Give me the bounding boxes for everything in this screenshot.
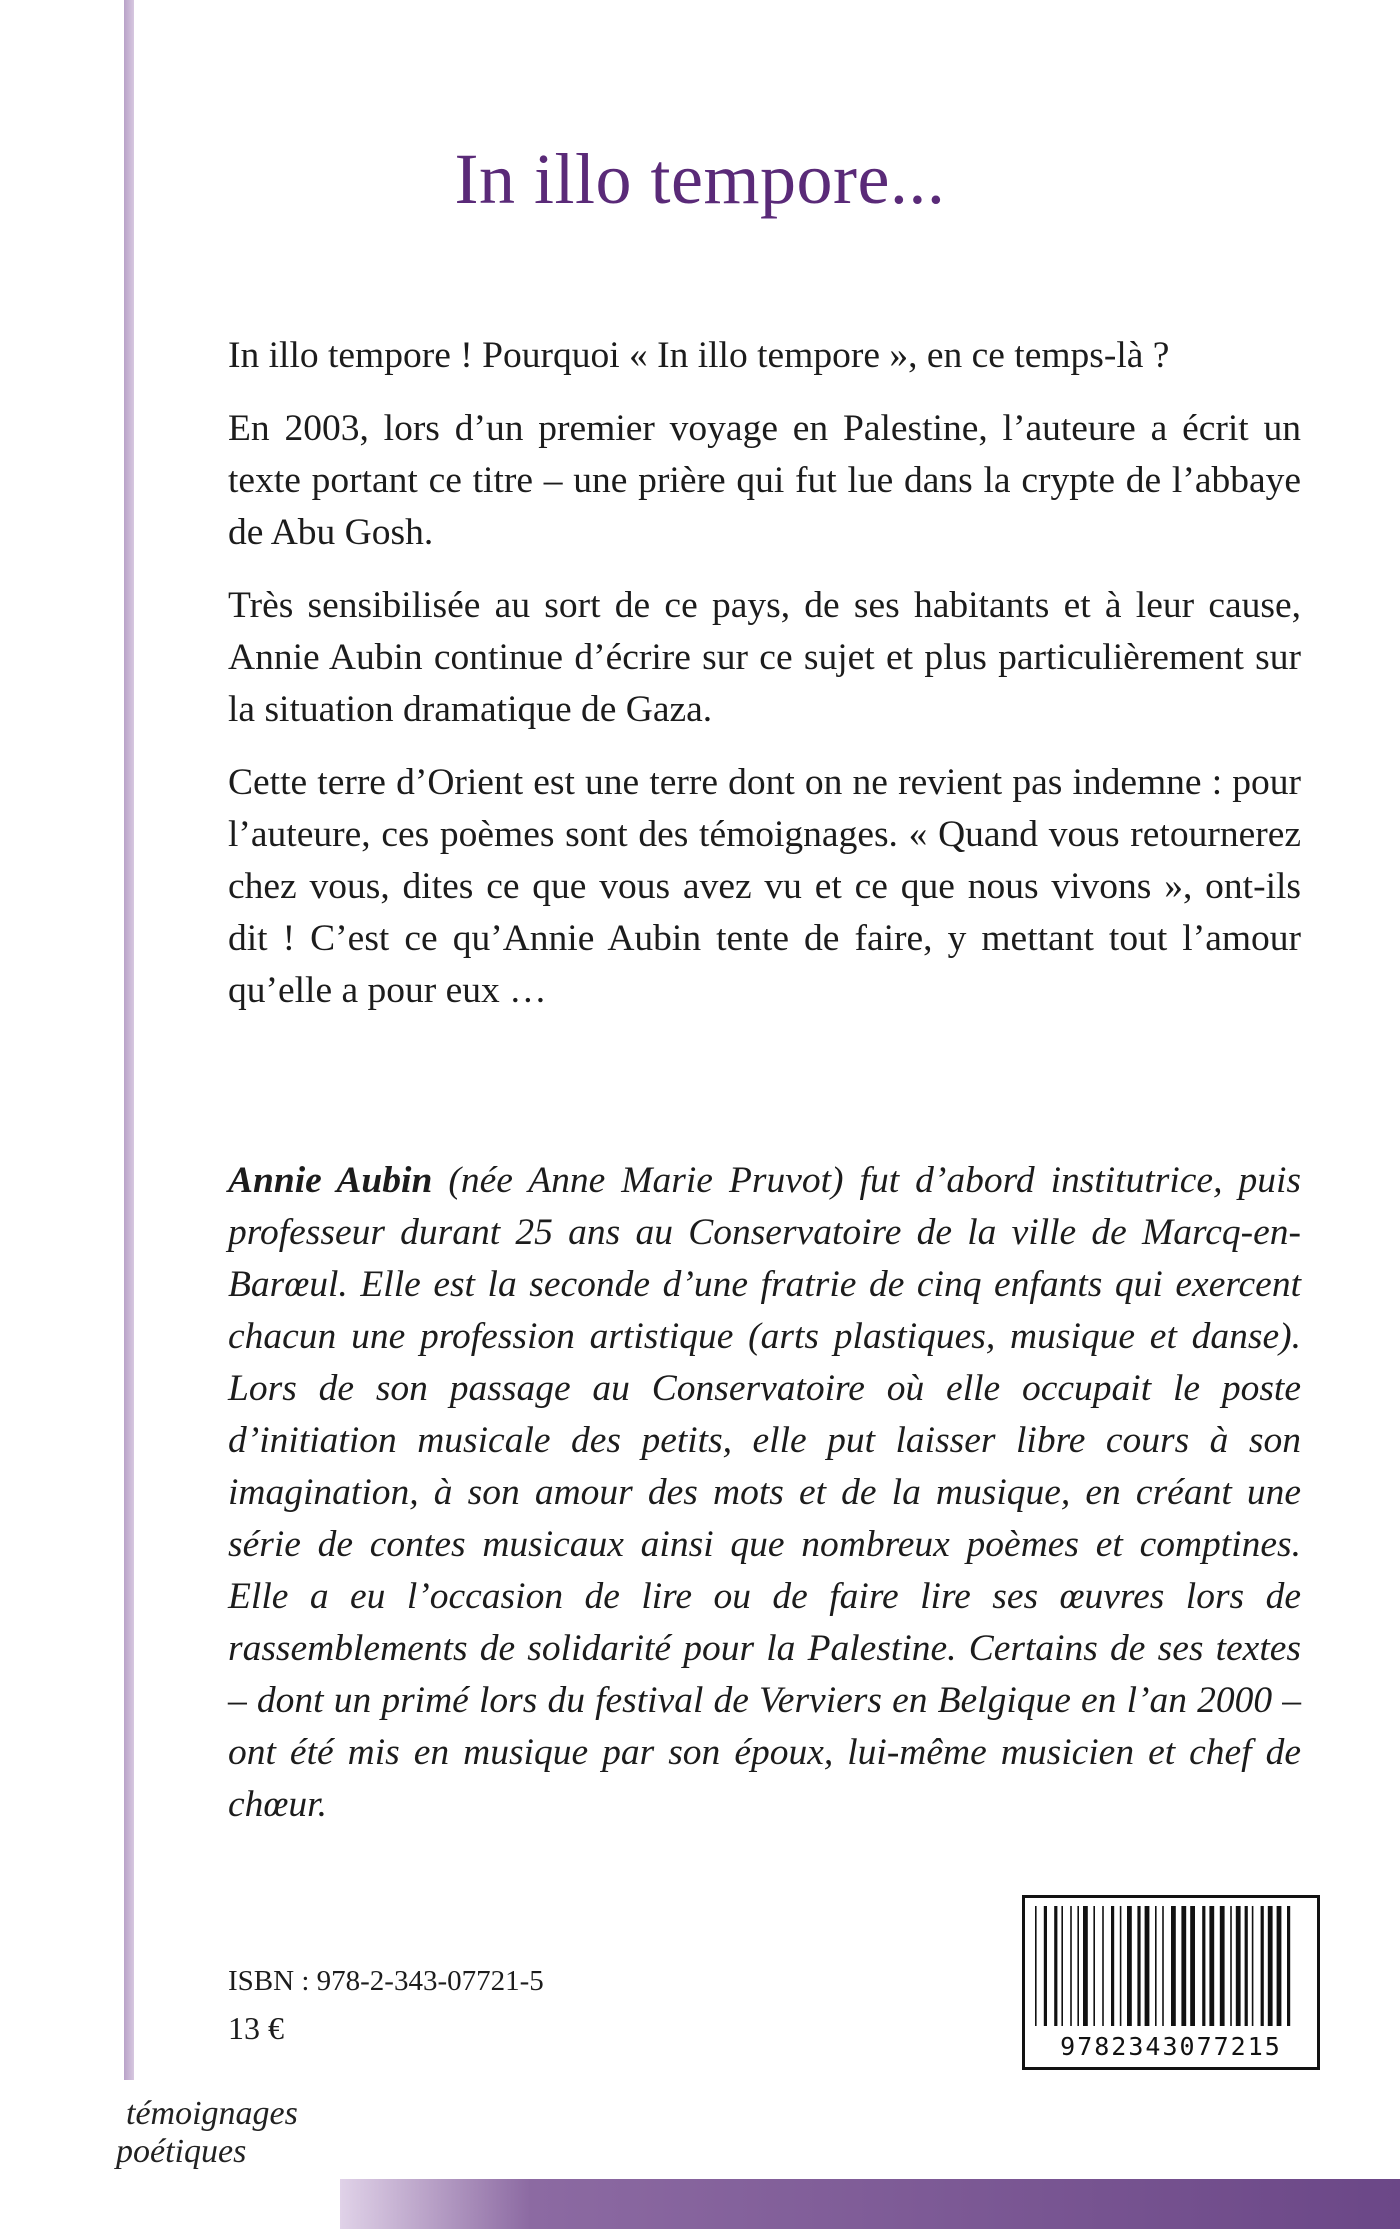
blurb-paragraph-1: In illo tempore ! Pourquoi « In illo tempore », en ce temps-là ?: [228, 335, 1170, 376]
back-cover-blurb: [228, 330, 1301, 1038]
book-title: In illo tempore...: [454, 139, 946, 219]
barcode-bar: [1230, 1906, 1232, 2026]
barcode-bar: [1054, 1906, 1057, 2026]
barcode-bar: [1093, 1906, 1095, 2026]
collection-line-2: poétiques: [116, 2133, 247, 2170]
barcode-bar: [1268, 1906, 1273, 2026]
barcode-bars: [1033, 1906, 1309, 2026]
barcode-bar: [1209, 1906, 1214, 2026]
author-bio-text: (née Anne Marie Pruvot) fut d’abord institutrice, puis professeur durant 25 ans au Conservatoire de la ville de Marcq-en-Barœul. Elle est la seconde d’une fratrie de cinq enfants qui exercent chacun une profession artistique (arts plastiques, musique et danse). Lors de son passage au Conservatoire où elle occupait le poste d’initiation musicale des petits, elle put laisser libre cours à son imagination, à son amour des mots et de la musique, en créant une série de contes musicaux ainsi que nombreux poèmes et comptines. Elle a eu l’occasion de lire ou de faire lire ses œuvres lors de rassemblements de solidarité pour la Palestine. Certains de ses textes – dont un primé lors du festival de Verviers en Belgique en l’an 2000 – ont été mis en musique par son époux, lui-même musicien et chef de chœur.: [228, 1160, 1301, 1825]
barcode-bar: [1155, 1906, 1157, 2026]
blurb-paragraph-2: En 2003, lors d’un premier voyage en Palestine, l’auteure a écrit un texte portant ce titre – une prière qui fut lue dans la crypte de l’abbaye de Abu Gosh.: [228, 408, 1301, 553]
left-decorative-rule: [124, 0, 134, 2080]
barcode-bar: [1111, 1906, 1114, 2026]
barcode-bar: [1061, 1906, 1063, 2026]
barcode-bar: [1277, 1906, 1282, 2026]
collection-line-1: témoignages: [126, 2095, 298, 2132]
barcode-bar: [1077, 1906, 1079, 2026]
barcode-bar: [1202, 1906, 1205, 2026]
barcode-bar: [1137, 1906, 1140, 2026]
author-biography: [228, 1155, 1301, 1831]
barcode-bar: [1220, 1906, 1225, 2026]
author-name: Annie Aubin: [228, 1160, 433, 1201]
collection-logo: [112, 2095, 362, 2171]
barcode-bar: [1127, 1906, 1132, 2026]
barcode-number: 9782343077215: [1060, 2032, 1282, 2061]
blurb-paragraph-3: Très sensibilisée au sort de ce pays, de ses habitants et à leur cause, Annie Aubin continue d’écrire sur ce sujet et plus particulièrement sur la situation dramatique de Gaza.: [228, 585, 1301, 730]
barcode-bar: [1145, 1906, 1150, 2026]
barcode-bar: [1083, 1906, 1088, 2026]
barcode-bar: [1236, 1906, 1241, 2026]
barcode-bar: [1287, 1906, 1290, 2026]
barcode-bar: [1252, 1906, 1254, 2026]
footer-color-band: [340, 2179, 1400, 2229]
barcode-bar: [1190, 1906, 1195, 2026]
barcode-bar: [1044, 1906, 1047, 2026]
barcode-bar: [1162, 1906, 1164, 2026]
price-label: 13 €: [228, 2010, 284, 2046]
barcode-bar: [1181, 1906, 1186, 2026]
barcode-bar: [1171, 1906, 1176, 2026]
barcode-bar: [1261, 1906, 1264, 2026]
barcode-bar: [1102, 1906, 1104, 2026]
barcode-bar: [1035, 1906, 1037, 2026]
barcode-bar: [1070, 1906, 1072, 2026]
barcode: [1022, 1895, 1320, 2070]
barcode-bar: [1245, 1906, 1248, 2026]
barcode-bar: [1120, 1906, 1122, 2026]
isbn-label: ISBN : 978-2-343-07721-5: [228, 1965, 544, 1997]
blurb-paragraph-4: Cette terre d’Orient est une terre dont on ne revient pas indemne : pour l’auteure, ces poèmes sont des témoignages. « Quand vous retournerez chez vous, dites ce que vous avez vu et ce que nous vivons », ont-ils dit ! C’est ce qu’Annie Aubin tente de faire, y mettant tout l’amour qu’elle a pour eux …: [228, 762, 1301, 1011]
